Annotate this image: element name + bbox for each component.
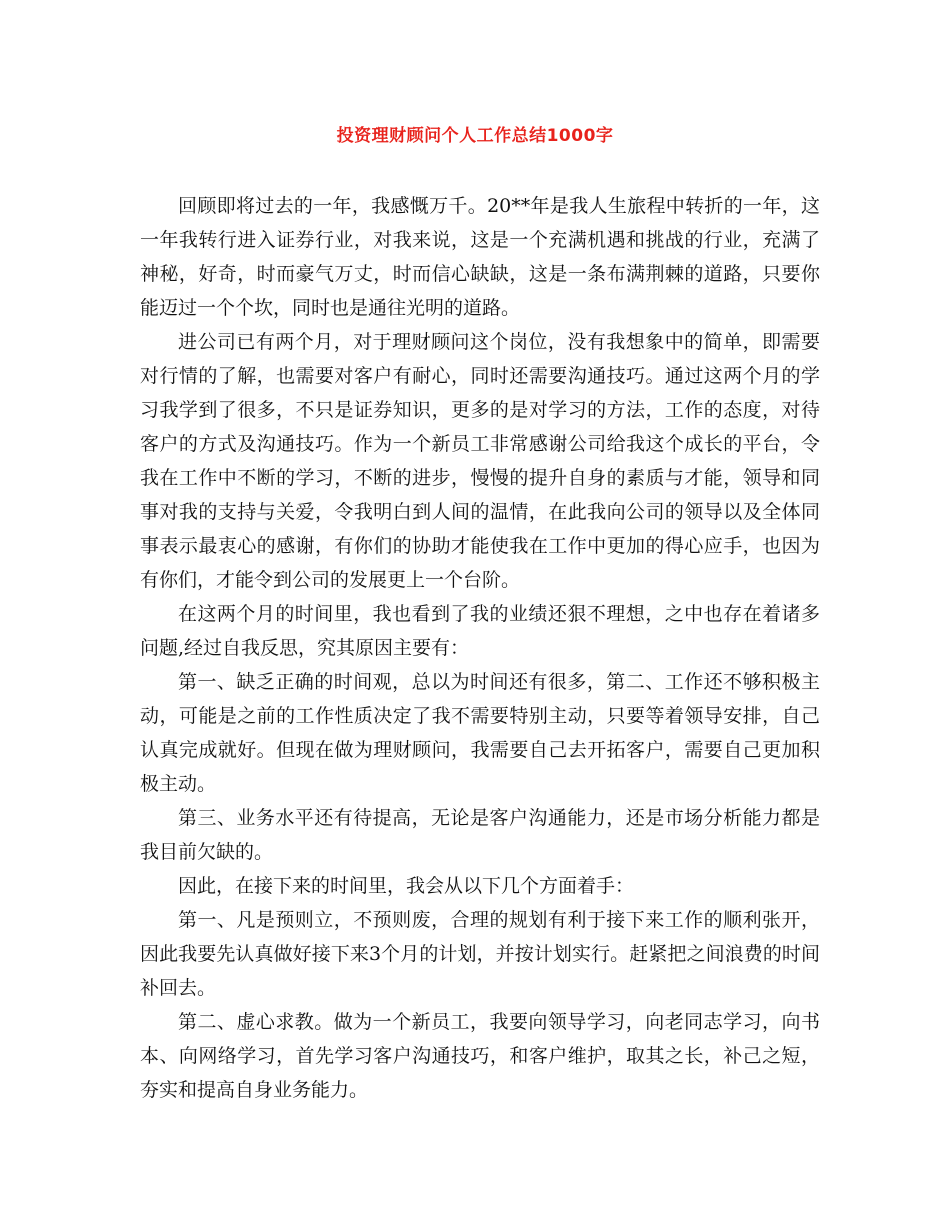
paragraph-3: 在这两个月的时间里，我也看到了我的业绩还狠不理想，之中也存在着诸多问题,经过自我反思，究其原因主要有： [140,603,820,659]
paragraph-2: 进公司已有两个月，对于理财顾问这个岗位，没有我想象中的简单，即需要对行情的了解，也需要对客户有耐心，同时还需要沟通技巧。通过这两个月的学习我学到了很多，不只是证券知识，更多的是对学习的方法，工作的态度，对待客户的方式及沟通技巧。作为一个新员工非常感谢公司给我这个成长的平台，令我在工作中不断的学习，不断的进步，慢慢的提升自身的素质与才能，领导和同事对我的支持与关爱，令我明白到人间的温情，在此我向公司的领导以及全体同事表示最衷心的感谢，有你们的协助才能使我在工作中更加的得心应手，也因为有你们，才能令到公司的发展更上一个台阶。 [140,331,820,591]
paragraph-5: 第三、业务水平还有待提高，无论是客户沟通能力，还是市场分析能力都是我目前欠缺的。 [140,807,820,863]
document-body [140,189,820,1107]
paragraph-6: 因此，在接下来的时间里，我会从以下几个方面着手： [178,875,635,897]
document-title: 投资理财顾问个人工作总结1000字 [336,126,614,146]
paragraph-4: 第一、缺乏正确的时间观，总以为时间还有很多，第二、工作还不够积极主动，可能是之前的工作性质决定了我不需要特别主动，只要等着领导安排，自己认真完成就好。但现在做为理财顾问，我需要自己去开拓客户，需要自己更加积极主动。 [140,671,820,795]
paragraph-7: 第一、凡是预则立，不预则废，合理的规划有利于接下来工作的顺利张开，因此我要先认真做好接下来3个月的计划，并按计划实行。赶紧把之间浪费的时间补回去。 [140,909,820,999]
paragraph-1: 回顾即将过去的一年，我感慨万千。20**年是我人生旅程中转折的一年，这一年我转行进入证券行业，对我来说，这是一个充满机遇和挑战的行业，充满了神秘，好奇，时而豪气万丈，时而信心缺缺，这是一条布满荆棘的道路，只要你能迈过一个个坎，同时也是通往光明的道路。 [140,195,820,319]
paragraph-8: 第二、虚心求教。做为一个新员工，我要向领导学习，向老同志学习，向书本、向网络学习，首先学习客户沟通技巧，和客户维护，取其之长，补己之短，夯实和提高自身业务能力。 [140,1011,820,1101]
